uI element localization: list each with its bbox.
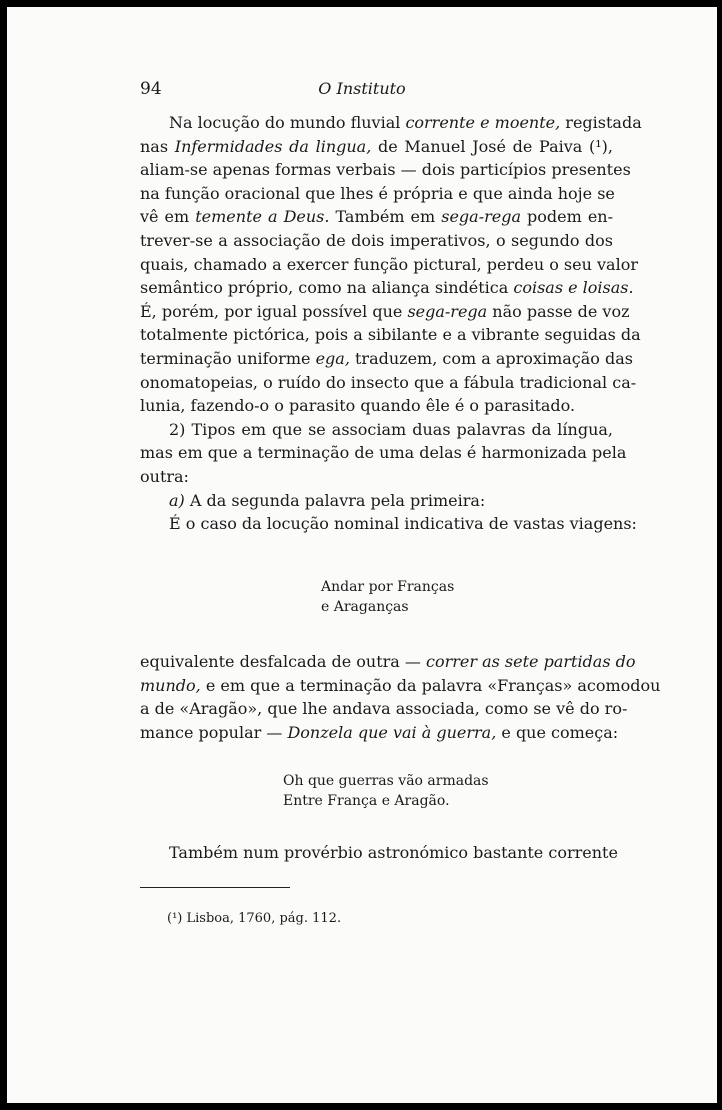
- text-line: lunia, fazendo-o o parasito quando êle é o parasitado.: [140, 396, 576, 416]
- text-line: mance popular — Donzela que vai à guerra, e que começa:: [140, 722, 619, 742]
- text-line: aliam-se apenas formas verbais — dois particípios presentes: [140, 160, 631, 180]
- text-line: na função oracional que lhes é própria e que ainda hoje se: [140, 183, 615, 203]
- footnote-mark: (¹): [167, 911, 183, 926]
- verse-line: Oh que guerras vão armadas: [283, 773, 489, 789]
- text-line: semântico próprio, como na aliança sindética coisas e loisas.: [140, 278, 634, 298]
- verse-quote-1: [321, 577, 454, 617]
- footnote-divider: [140, 887, 290, 888]
- text-line: a de «Aragão», que lhe andava associada, como se vê do ro-: [140, 699, 628, 719]
- verse-line: e Araganças: [321, 599, 409, 615]
- text-line: quais, chamado a exercer função pictural, perdeu o seu valor: [140, 254, 638, 274]
- list-label: a): [169, 490, 185, 510]
- verse-line: Andar por Franças: [321, 579, 455, 595]
- text-line: mundo, e em que a terminação da palavra «Franças» acomodou: [140, 675, 661, 695]
- text-line: outra:: [140, 466, 189, 486]
- text-line: 2) Tipos em que se associam duas palavras da língua,: [169, 419, 613, 439]
- verse-quote-2: [283, 771, 489, 811]
- running-title: O Instituto: [318, 79, 406, 98]
- text-line: É o caso da locução nominal indicativa de vastas viagens:: [169, 514, 637, 534]
- paragraph-3: [140, 489, 613, 513]
- text-line: vê em temente a Deus. Também em sega-rega podem en-: [140, 207, 614, 227]
- paragraph-4: [140, 512, 637, 536]
- text-line: nas Infermidades da lingua, de Manuel José de Paiva (¹),: [140, 136, 613, 156]
- page-number: 94: [140, 79, 162, 99]
- page-body: [140, 111, 642, 536]
- page-body-continued: [140, 650, 661, 744]
- text-line: mas em que a terminação de uma delas é harmonizada pela: [140, 443, 627, 463]
- text-line: terminação uniforme ega, traduzem, com a aproximação das: [140, 348, 633, 368]
- footnote-text: Lisboa, 1760, pág. 112.: [182, 911, 342, 926]
- paragraph-5: [140, 650, 661, 744]
- paragraph-6: [140, 841, 618, 865]
- verse-line: Entre França e Aragão.: [283, 793, 450, 809]
- book-page: [7, 7, 717, 1103]
- text-line: totalmente pictórica, pois a sibilante e a vibrante seguidas da: [140, 325, 641, 345]
- page-body-end: [140, 841, 618, 865]
- page-header: [7, 79, 717, 103]
- text-line: equivalente desfalcada de outra — correr as sete partidas do: [140, 652, 636, 671]
- paragraph-1: [140, 111, 642, 418]
- paragraph-2: [140, 418, 627, 489]
- text-line: trever-se a associação de dois imperativos, o segundo dos: [140, 230, 613, 250]
- text-line: Na locução do mundo fluvial corrente e moente, registada: [169, 113, 642, 132]
- footnote: [167, 911, 341, 926]
- text-line: É, porém, por igual possível que sega-rega não passe de voz: [140, 301, 630, 321]
- text-line: onomatopeias, o ruído do insecto que a fábula tradicional ca-: [140, 372, 637, 392]
- text-line: Também num provérbio astronómico bastante corrente: [169, 843, 618, 862]
- text-line: a) A da segunda palavra pela primeira:: [169, 490, 486, 510]
